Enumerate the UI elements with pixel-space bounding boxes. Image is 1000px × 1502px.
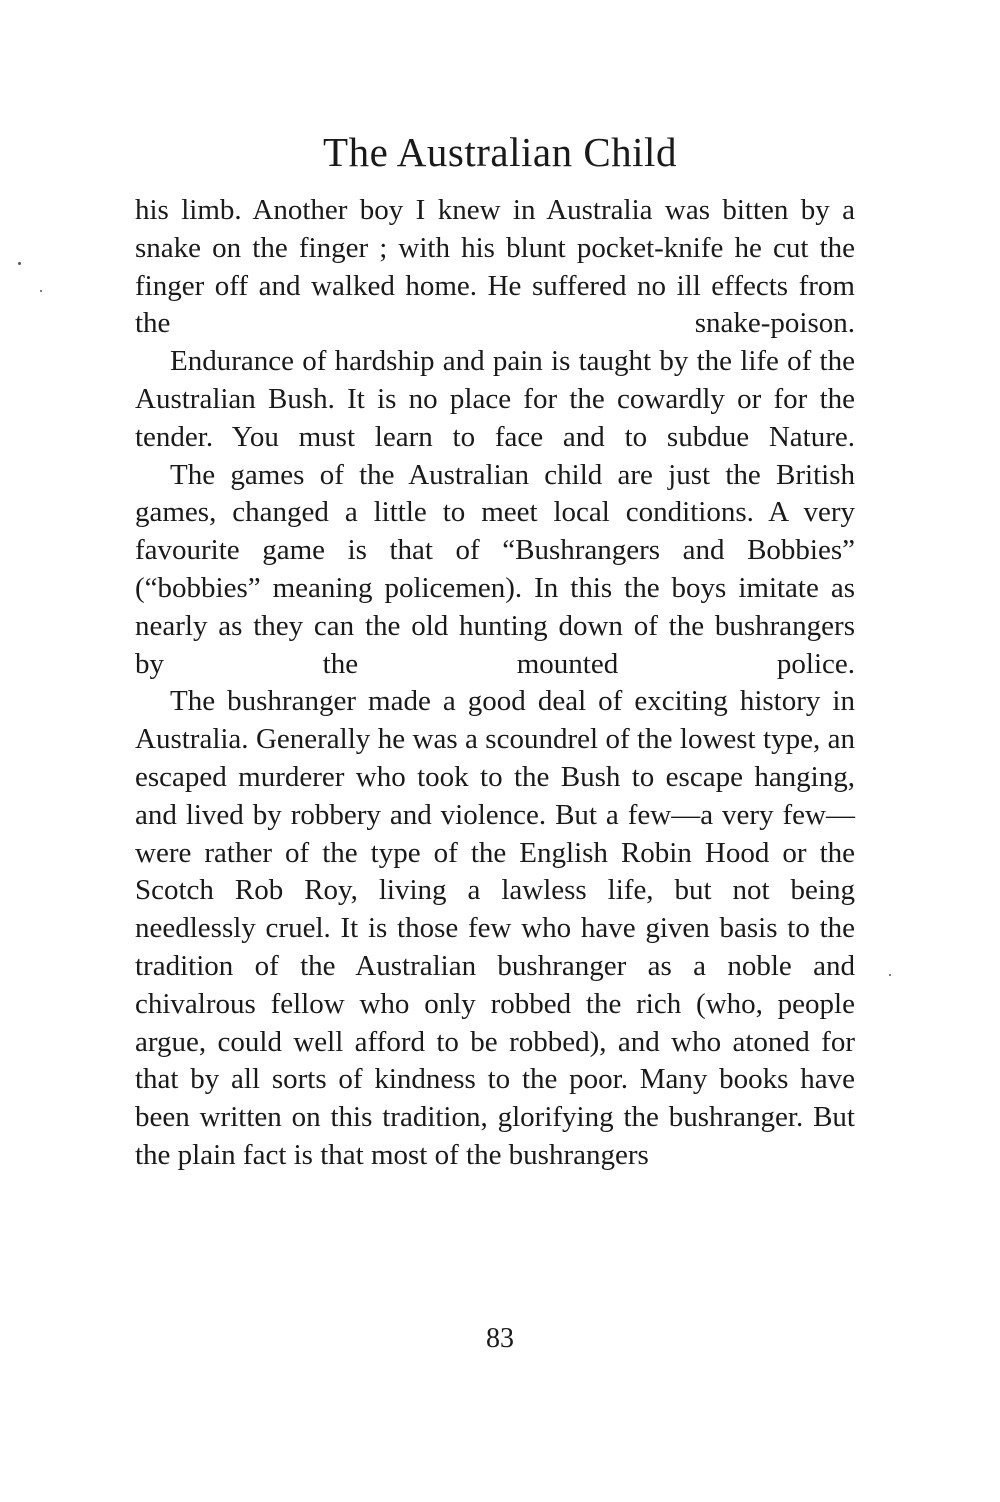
scan-speck [889,974,891,976]
paragraph-games: The games of the Australian child are just the British games, changed a little to meet local conditions. A very favourite game is that of “Bushrangers and Bobbies” (“bobbies” meaning policemen). In this the boys imitate as nearly as they can the old hunting down of the bushrangers by the mounted police. [135,458,855,680]
page-number: 83 [486,1323,514,1354]
scan-speck [18,262,21,265]
body-text [135,192,855,1175]
paragraph-continued: his limb. Another boy I knew in Australia was bitten by a snake on the finger ; with his blunt pocket-knife he cut the finger off and walked home. He suffered no ill effects from the snake-poison. [135,194,855,340]
scan-speck [40,290,42,292]
paragraph-endurance: Endurance of hardship and pain is taught by the life of the Australian Bush. It is no place for the cowardly or for the tender. You must learn to face and to subdue Nature. [135,345,855,453]
running-head: The Australian Child [323,129,677,175]
paragraph-bushranger: The bushranger made a good deal of exciting history in Australia. Generally he was a scoundrel of the lowest type, an escaped murderer who took to the Bush to escape hanging, and lived by robbery and violence. But a few—a very few—were rather of the type of the English Robin Hood or the Scotch Rob Roy, living a lawless life, but not being needlessly cruel. It is those few who have given basis to the tradition of the Australian bushranger as a noble and chivalrous fellow who only robbed the rich (who, people argue, could well afford to be robbed), and who atoned for that by all sorts of kindness to the poor. Many books have been written on this tradition, glorifying the bushranger. But the plain fact is that most of the bushrangers [135,685,855,1171]
